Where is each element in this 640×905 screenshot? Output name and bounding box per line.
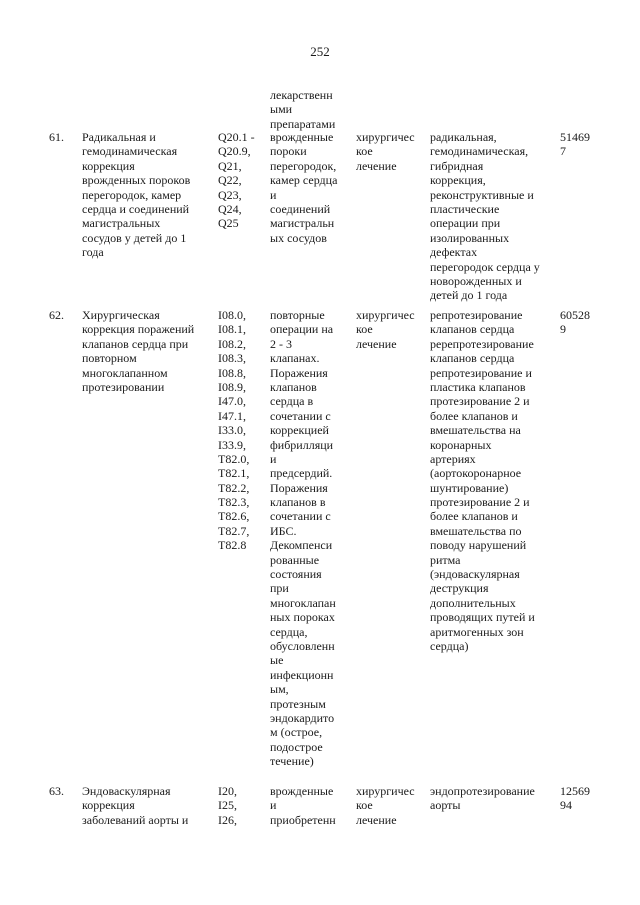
row-number: 63. xyxy=(49,784,64,798)
cell-line: кое xyxy=(356,322,373,337)
cell-line: соединений xyxy=(270,201,331,216)
cell-line: подострое xyxy=(270,739,323,754)
cell-line: более клапанов и xyxy=(430,408,518,423)
cell-line: повторные xyxy=(270,308,325,322)
cell-line: сочетании с xyxy=(270,509,331,524)
cell-line: коррекция, xyxy=(430,173,486,188)
cell-line: хирургичес xyxy=(356,784,415,798)
cell-line: лечение xyxy=(356,812,397,827)
cell-line: эндокардито xyxy=(270,710,335,725)
cell-line: (эндоваскулярная xyxy=(430,567,520,582)
cell-line: лекарственн xyxy=(270,88,333,102)
cell-line: сосудов у детей до 1 xyxy=(82,230,187,245)
cell-line: сердца) xyxy=(430,638,469,653)
carryover-condition xyxy=(270,88,335,131)
cell-line: пластические xyxy=(430,201,500,216)
cell-line: врожденных пороков xyxy=(82,173,191,188)
cell-line: T82.7, xyxy=(218,523,250,538)
cell-line: течение) xyxy=(270,754,314,769)
condition-description xyxy=(270,308,336,769)
treatment-type xyxy=(356,308,415,351)
row-number: 61. xyxy=(49,130,64,144)
cell-line: фибрилляци xyxy=(270,437,334,452)
cell-line: состояния xyxy=(270,567,322,582)
cell-line: протезирование 2 и xyxy=(430,495,530,510)
cell-line: клапанах. xyxy=(270,351,320,366)
cell-line: эндопротезирование xyxy=(430,784,535,798)
cell-line: I25, xyxy=(218,798,237,813)
cell-line: м (острое, xyxy=(270,725,323,740)
cell-line: Хирургическая xyxy=(82,308,160,322)
cell-line: I20, xyxy=(218,784,237,798)
cell-line: проводящих путей и xyxy=(430,610,535,625)
cell-line: I33.9, xyxy=(218,437,246,452)
cell-line: гемодинамическая xyxy=(82,144,178,159)
cell-line: и xyxy=(270,187,277,202)
cell-line: (аортокоронарное xyxy=(430,466,522,481)
condition-description xyxy=(270,784,336,827)
cell-line: T82.3, xyxy=(218,495,250,510)
cell-line: сочетании с xyxy=(270,408,331,423)
cell-line: дополнительных xyxy=(430,595,516,610)
cell-line: клапанов в xyxy=(270,495,326,510)
cell-line: ИБС. xyxy=(270,523,297,538)
cell-line: врожденные xyxy=(270,784,334,798)
cost-value xyxy=(560,130,590,159)
procedure-name xyxy=(82,784,188,827)
cell-line: репротезирование xyxy=(430,308,523,322)
icd-codes xyxy=(218,784,237,827)
cell-line: многоклапан xyxy=(270,595,336,610)
cell-line: препаратами xyxy=(270,116,336,131)
cell-line: лечение xyxy=(356,336,397,351)
cell-line: реконструктивные и xyxy=(430,187,534,202)
cell-line: ые xyxy=(270,653,284,668)
cell-line: протезным xyxy=(270,696,326,711)
cell-line: пороки xyxy=(270,144,307,159)
cell-line: ритма xyxy=(430,552,461,567)
cell-line: I08.9, xyxy=(218,379,246,394)
cell-line: ых сосудов xyxy=(270,230,327,245)
cell-line: T82.2, xyxy=(218,480,250,495)
cell-line: аритмогенных зон xyxy=(430,624,524,639)
cell-line: изолированных xyxy=(430,230,510,245)
page-number: 252 xyxy=(310,44,330,59)
cell-line: 60528 xyxy=(560,308,590,322)
cell-line: хирургичес xyxy=(356,130,415,144)
cell-line: T82.1, xyxy=(218,466,250,481)
cell-line: I33.0, xyxy=(218,423,246,438)
cell-line: кое xyxy=(356,798,373,813)
treatment-method xyxy=(430,130,540,303)
cell-line: сердца, xyxy=(270,624,308,639)
cell-line: дефектах xyxy=(430,245,478,260)
cell-line: I08.0, xyxy=(218,308,246,322)
cell-line: коронарных xyxy=(430,437,492,452)
cell-line: лечение xyxy=(356,158,397,173)
cell-line: более клапанов и xyxy=(430,509,518,524)
cell-line: операции на xyxy=(270,322,334,337)
cell-line: Q24, xyxy=(218,201,242,216)
cell-line: детей до 1 года xyxy=(430,288,508,303)
row-number: 62. xyxy=(49,308,64,322)
cell-line: магистральн xyxy=(270,216,335,231)
cell-line: коррекция поражений xyxy=(82,322,195,337)
cell-line: и xyxy=(270,798,277,813)
cell-line: Поражения xyxy=(270,480,328,495)
cell-line: 51469 xyxy=(560,130,590,144)
cell-line: ререпротезирование xyxy=(430,336,534,351)
cell-line: I47.1, xyxy=(218,408,246,423)
cell-line: перегородок, камер xyxy=(82,187,182,202)
procedure-name xyxy=(82,308,194,394)
cell-line: клапанов сердца при xyxy=(82,336,189,351)
cell-line: протезировании xyxy=(82,379,165,394)
cell-line: операции при xyxy=(430,216,501,231)
cell-line: 2 - 3 xyxy=(270,336,292,351)
cell-line: T82.0, xyxy=(218,451,250,466)
cell-line: ыми xyxy=(270,102,293,117)
cost-value xyxy=(560,308,590,337)
cell-line: Декомпенси xyxy=(270,538,333,553)
cell-line: врожденные xyxy=(270,130,334,144)
cell-line: I47.0, xyxy=(218,394,246,409)
cell-line: радикальная, xyxy=(430,130,497,144)
cell-line: Q20.1 - xyxy=(218,130,255,144)
icd-codes xyxy=(218,308,249,553)
cell-line: протезирование 2 и xyxy=(430,394,530,409)
cell-line: обусловленн xyxy=(270,638,335,653)
treatment-method xyxy=(430,308,535,653)
cell-line: T82.8 xyxy=(218,538,247,553)
cell-line: 9 xyxy=(560,322,566,337)
cell-line: приобретенн xyxy=(270,812,336,827)
cell-line: коррекцией xyxy=(270,423,329,438)
cell-line: Эндоваскулярная xyxy=(82,784,171,798)
cell-line: I08.1, xyxy=(218,322,246,337)
cell-line: T82.6, xyxy=(218,509,250,524)
cell-line: репротезирование и xyxy=(430,365,532,380)
cell-line: коррекция xyxy=(82,798,135,813)
cell-line: заболеваний аорты и xyxy=(82,812,189,827)
cell-line: клапанов xyxy=(270,379,317,394)
cell-line: ных пороках xyxy=(270,610,335,625)
cell-line: I08.3, xyxy=(218,351,246,366)
cell-line: шунтирование) xyxy=(430,480,509,495)
cell-line: деструкция xyxy=(430,581,489,596)
cell-line: I08.2, xyxy=(218,336,246,351)
cell-line: вмешательства по xyxy=(430,523,522,538)
treatment-type xyxy=(356,784,415,827)
treatment-method xyxy=(430,784,535,813)
cell-line: клапанов сердца xyxy=(430,351,515,366)
cell-line: новорожденных и xyxy=(430,273,522,288)
cell-line: гемодинамическая, xyxy=(430,144,529,159)
cell-line: вмешательства на xyxy=(430,423,521,438)
condition-description xyxy=(270,130,337,245)
icd-codes xyxy=(218,130,255,231)
cell-line: I08.8, xyxy=(218,365,246,380)
cell-line: I26, xyxy=(218,812,237,827)
cell-line: кое xyxy=(356,144,373,159)
cell-line: поводу нарушений xyxy=(430,538,527,553)
cell-line: 94 xyxy=(560,798,572,813)
cell-line: 12569 xyxy=(560,784,590,798)
cell-line: коррекция xyxy=(82,158,135,173)
treatment-type xyxy=(356,130,415,173)
cell-line: перегородок сердца у xyxy=(430,259,540,274)
cell-line: аорты xyxy=(430,798,461,813)
cell-line: года xyxy=(82,245,104,260)
cell-line: Радикальная и xyxy=(82,130,156,144)
cell-line: при xyxy=(270,581,289,596)
procedure-name xyxy=(82,130,190,260)
cell-line: повторном xyxy=(82,351,137,366)
cell-line: многоклапанном xyxy=(82,365,168,380)
cell-line: рованные xyxy=(270,552,320,567)
cell-line: пластика клапанов xyxy=(430,379,526,394)
cell-line: Q22, xyxy=(218,173,242,188)
cell-line: клапанов сердца xyxy=(430,322,515,337)
cell-line: Q20.9, xyxy=(218,144,251,159)
cell-line: магистральных xyxy=(82,216,161,231)
cell-line: 7 xyxy=(560,144,566,159)
cell-line: сердца в xyxy=(270,394,314,409)
cell-line: хирургичес xyxy=(356,308,415,322)
cell-line: и xyxy=(270,451,277,466)
cell-line: Поражения xyxy=(270,365,328,380)
cell-line: Q21, xyxy=(218,158,242,173)
cell-line: гибридная xyxy=(430,158,484,173)
cell-line: инфекционн xyxy=(270,667,334,682)
cell-line: артериях xyxy=(430,451,476,466)
cell-line: Q23, xyxy=(218,187,242,202)
cell-line: Q25 xyxy=(218,216,239,231)
cost-value xyxy=(560,784,590,813)
cell-line: ым, xyxy=(270,682,289,697)
cell-line: перегородок, xyxy=(270,158,337,173)
cell-line: сердца и соединений xyxy=(82,201,190,216)
cell-line: камер сердца xyxy=(270,173,338,188)
cell-line: предсердий. xyxy=(270,466,333,481)
